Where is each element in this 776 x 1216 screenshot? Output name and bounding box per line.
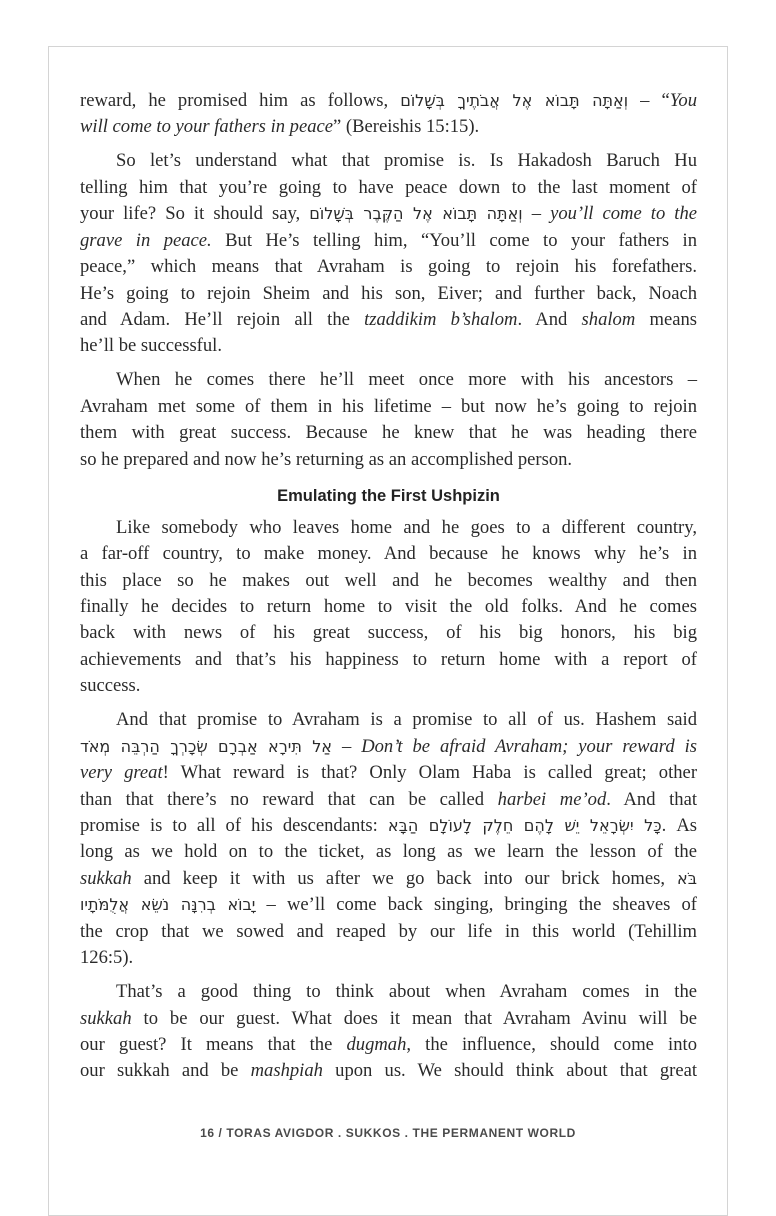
text-segment: telling him that you’re going to have peace down to the last moment of	[80, 176, 697, 198]
text-line	[80, 707, 697, 733]
text-line	[80, 813, 697, 839]
text-line	[80, 307, 697, 333]
paragraph	[80, 707, 697, 971]
text-line	[80, 760, 697, 786]
text-line	[80, 919, 697, 945]
text-segment: So let’s understand what that promise is. Is Hakadosh Baruch Hu	[116, 150, 697, 172]
text-segment: so he prepared and now he’s returning as an accomplished person.	[80, 448, 573, 470]
text-segment: the crop that we sowed and reaped by our life in this world (Tehillim	[80, 920, 697, 942]
italic-text: very great	[80, 762, 163, 784]
text-line	[80, 420, 697, 446]
text-segment: finally he decides to return home to visit the old folks. And he comes	[80, 595, 697, 617]
text-line	[80, 228, 697, 254]
text-line	[80, 979, 697, 1005]
paragraph	[80, 148, 697, 360]
text-line	[80, 114, 697, 140]
text-line	[80, 1032, 697, 1058]
text-segment: reward, he promised him as follows,	[80, 90, 401, 111]
italic-text: You	[669, 90, 698, 111]
text-line	[80, 515, 697, 541]
page-footer: 16 / TORAS AVIGDOR . SUKKOS . THE PERMANENT WORLD	[200, 1126, 576, 1140]
text-segment: to be our guest. What does it mean that Avraham Avinu will be	[131, 1007, 697, 1029]
text-line	[80, 892, 697, 918]
text-segment: – “	[628, 90, 670, 111]
italic-text: tzaddikim b’shalom	[364, 309, 518, 330]
text-segment: your life? So it should say,	[80, 203, 310, 225]
text-segment: than that there’s no reward that can be called	[80, 788, 498, 810]
text-segment: back with news of his great success, of his big honors, his big	[80, 622, 697, 644]
text-line	[80, 201, 697, 227]
text-segment: he’ll be successful.	[80, 335, 222, 357]
italic-text: grave in peace.	[80, 229, 212, 251]
text-segment: Like somebody who leaves home and he goes to a different country,	[116, 516, 697, 538]
italic-text: sukkah	[80, 1007, 132, 1029]
text-line	[80, 945, 697, 971]
text-segment: this place so he makes out well and he becomes wealthy and then	[80, 569, 697, 591]
italic-text: harbei me’od	[497, 788, 607, 810]
text-line	[80, 594, 697, 620]
text-line	[80, 447, 697, 473]
text-segment: and Adam. He’ll rejoin all the	[80, 309, 365, 330]
text-line	[80, 1006, 697, 1032]
italic-text: mashpiah	[250, 1060, 323, 1082]
text-segment: our guest? It means that the	[80, 1033, 347, 1055]
text-segment: , the influence, should come into	[406, 1033, 697, 1055]
text-line	[80, 866, 697, 892]
text-segment: success.	[80, 675, 141, 697]
text-line	[80, 568, 697, 594]
text-line	[80, 1058, 697, 1084]
text-line	[80, 333, 697, 359]
text-line	[80, 673, 697, 699]
body-text	[80, 88, 697, 1092]
text-segment: –	[332, 735, 362, 757]
hebrew-quote: בֹּא	[677, 868, 697, 888]
paragraph	[80, 515, 697, 700]
italic-text: dugmah	[346, 1033, 407, 1055]
text-segment: ” (Bereishis 15:15).	[333, 116, 480, 138]
text-segment: 126:5).	[80, 947, 134, 969]
text-line	[80, 148, 697, 174]
paragraph	[80, 88, 697, 141]
text-segment: . As	[661, 814, 697, 836]
hebrew-quote: וְאַתָּה תָּבוֹא אֶל אֲבֹתֶיךָ בְּשָׁלוֹם	[400, 91, 629, 110]
text-line	[80, 88, 697, 114]
text-segment: a far-off country, to make money. And because he knows why he’s in	[80, 543, 697, 565]
text-segment: our sukkah and be	[80, 1060, 251, 1082]
text-segment: long as we hold on to the ticket, as long as we learn the lesson of the	[80, 841, 697, 863]
text-line	[80, 647, 697, 673]
text-line	[80, 839, 697, 865]
italic-text: sukkah	[80, 867, 132, 889]
italic-text: Don’t be afraid Avraham; your reward is	[361, 735, 697, 757]
text-segment: them with great success. Because he knew that he was heading there	[80, 422, 697, 444]
text-segment: That’s a good thing to think about when Avraham comes in the	[116, 981, 697, 1003]
text-line	[80, 394, 697, 420]
text-segment: And that promise to Avraham is a promise to all of us. Hashem said	[116, 709, 697, 731]
text-segment: Avraham met some of them in his lifetime – but now he’s going to rejoin	[80, 395, 697, 417]
italic-text: will come to your fathers in peace	[80, 116, 334, 138]
hebrew-quote: יָבוֹא בְרִנָּה נֹשֵׂא אֲלֻמֹּתָיו	[80, 895, 256, 915]
text-segment: achievements and that’s his happiness to return home with a report of	[80, 648, 697, 670]
text-line	[80, 734, 697, 760]
text-segment: peace,” which means that Avraham is going to rejoin his forefathers.	[80, 256, 697, 278]
text-line	[80, 367, 697, 393]
text-line	[80, 541, 697, 567]
text-segment: – we’ll come back singing, bringing the sheaves of	[255, 894, 697, 916]
italic-text: shalom	[581, 309, 636, 330]
text-segment: But He’s telling him, “You’ll come to your fathers in	[211, 229, 697, 251]
hebrew-quote: אַל תִּירָא אַבְרָם שְׂכָרְךָ הַרְבֵּה מְאֹד	[80, 736, 333, 756]
text-segment: means	[635, 309, 698, 330]
text-segment: and keep it with us after we go back into our brick homes,	[131, 867, 678, 889]
text-segment: . And that	[606, 788, 697, 810]
text-segment: He’s going to rejoin Sheim and his son, Eiver; and further back, Noach	[80, 282, 697, 304]
text-line	[80, 254, 697, 280]
text-segment: promise is to all of his descendants:	[80, 814, 388, 836]
hebrew-quote: וְאַתָּה תָּבוֹא אֶל הַקֶּבֶר בְּשָׁלוֹם	[309, 204, 523, 224]
text-segment: ! What reward is that? Only Olam Haba is called great; other	[162, 762, 698, 784]
text-line	[80, 281, 697, 307]
section-heading: Emulating the First Ushpizin	[277, 486, 500, 505]
text-line	[80, 787, 697, 813]
text-segment: When he comes there he’ll meet once more with his ancestors –	[116, 369, 697, 391]
paragraph	[80, 979, 697, 1085]
text-line	[80, 175, 697, 201]
text-line	[80, 620, 697, 646]
hebrew-quote: כָּל יִשְׂרָאֵל יֵשׁ לָהֶם חֵלֶק לָעוֹלָם הַבָּא	[387, 815, 662, 835]
paragraph	[80, 367, 697, 473]
text-segment: . And	[517, 309, 582, 330]
text-segment: upon us. We should think about that great	[322, 1060, 697, 1082]
text-segment: –	[522, 203, 551, 225]
italic-text: you’ll come to the	[550, 203, 698, 225]
